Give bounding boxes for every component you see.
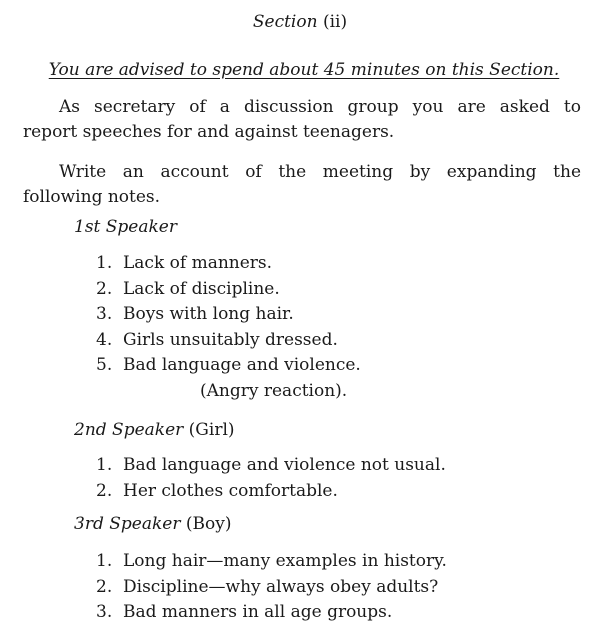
point-text: Bad language and violence not usual. (123, 455, 446, 475)
time-advice: You are advised to spend about 45 minutes on this Section. (48, 60, 560, 80)
speaker-2-note: (Girl) (188, 420, 235, 440)
instruction-paragraph-1 (23, 95, 581, 145)
point-text: Lack of discipline. (123, 278, 280, 299)
list-item (96, 479, 446, 505)
list-item (96, 453, 446, 479)
point-number: 2. (96, 576, 113, 597)
point-text: Long hair—many examples in history. (123, 551, 447, 571)
paragraph-2-line-2: following notes. (23, 187, 161, 207)
point-number: 3. (96, 602, 113, 622)
point-text: Her clothes comfortable. (123, 480, 338, 501)
speaker-1-name: 1st Speaker (74, 217, 177, 237)
point-number: 2. (96, 480, 113, 501)
section-heading (0, 12, 600, 32)
point-text: Bad language and violence. (123, 355, 361, 375)
list-item (96, 302, 361, 328)
paragraph-1-line-2: report speeches for and against teenagers. (23, 122, 395, 142)
speaker-2-heading (74, 420, 235, 440)
point-number: 2. (96, 278, 113, 299)
list-item (96, 328, 361, 354)
list-item (96, 575, 447, 601)
speaker-3-name: 3rd Speaker (74, 514, 181, 534)
list-item (96, 251, 361, 277)
list-item (96, 353, 361, 379)
point-number: 1. (96, 253, 113, 273)
point-text: Bad manners in all age groups. (123, 602, 393, 622)
speaker-1-heading (74, 217, 177, 237)
speaker-2-points (96, 453, 446, 504)
point-text: Discipline—why always obey adults? (123, 576, 439, 597)
speaker-3-note: (Boy) (185, 514, 232, 534)
point-number: 1. (96, 551, 113, 571)
speaker-1-points (96, 251, 361, 379)
paragraph-2-line-1: Write an account of the meeting by expanding the (59, 162, 581, 182)
section-label: Section (252, 12, 318, 32)
list-item (96, 549, 447, 575)
point-text: Girls unsuitably dressed. (123, 329, 338, 350)
list-item (96, 277, 361, 303)
point-number: 1. (96, 455, 113, 475)
paragraph-1-line-1: As secretary of a discussion group you are asked to (59, 97, 581, 117)
point-number: 5. (96, 355, 113, 375)
speaker-3-heading (74, 514, 231, 534)
point-number: 4. (96, 329, 113, 350)
section-number: (ii) (322, 12, 348, 32)
speaker-1-reaction: (Angry reaction). (200, 381, 348, 401)
point-number: 3. (96, 304, 113, 324)
speaker-3-points (96, 549, 447, 626)
point-text: Lack of manners. (123, 253, 273, 273)
speaker-2-name: 2nd Speaker (74, 420, 184, 440)
point-text: Boys with long hair. (123, 304, 294, 324)
list-item (96, 600, 447, 626)
instruction-paragraph-2 (23, 160, 581, 210)
